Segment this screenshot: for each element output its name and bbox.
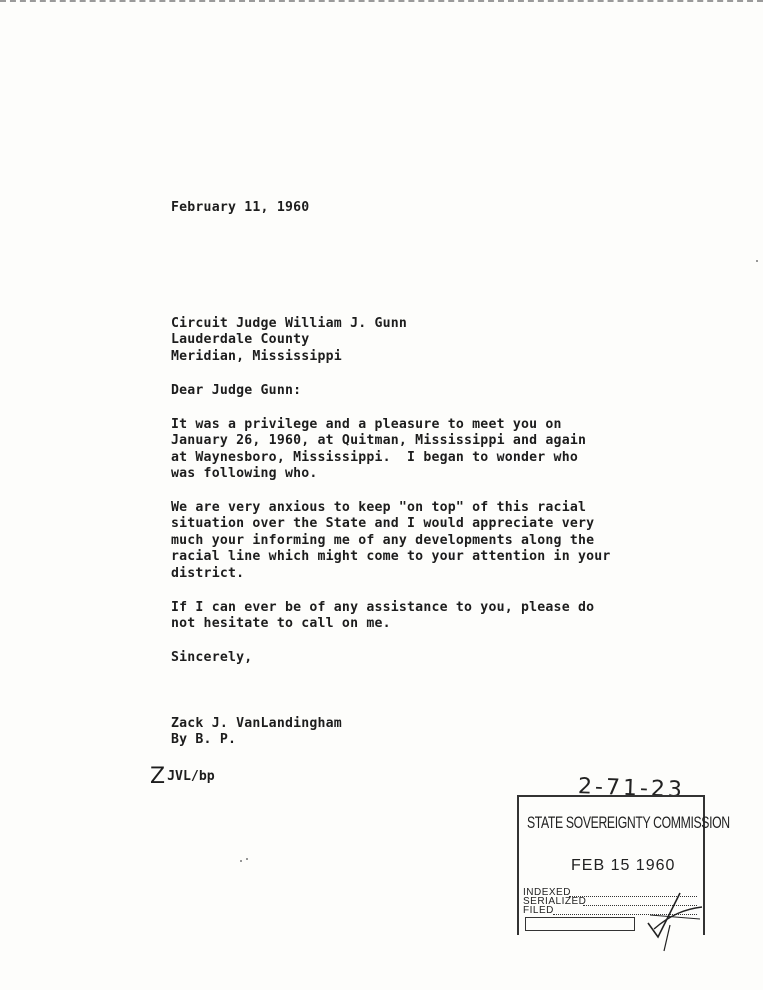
paragraph-line: January 26, 1960, at Quitman, Mississippi and again: [171, 433, 587, 449]
letter-date: February 11, 1960: [171, 200, 310, 215]
paragraph-line: It was a privilege and a pleasure to meet you on: [171, 417, 562, 432]
address-line: Lauderdale County: [171, 332, 310, 348]
paragraph-line: situation over the State and I would appreciate very: [171, 516, 595, 532]
paragraph-line: much your informing me of any developments along the: [171, 532, 595, 548]
stamp-title: STATE SOVEREIGNTY COMMISSION: [527, 813, 730, 832]
paragraph-3: [171, 600, 594, 633]
paragraph-line: racial line which might come to your attention in your: [171, 549, 611, 565]
stamp-date: FEB 15 1960: [571, 857, 676, 874]
stamp-box: [525, 917, 635, 931]
reference-code: JVL/bp: [167, 769, 215, 784]
paper-speck: [756, 260, 758, 262]
signature-name: Zack J. VanLandingham: [171, 716, 342, 731]
handwritten-file-number: 2-71-23: [577, 774, 686, 803]
stamp-label-filed: FILED: [523, 905, 554, 916]
paragraph-line: We are very anxious to keep "on top" of this racial: [171, 500, 587, 515]
paragraph-line: was following who.: [171, 466, 318, 482]
salutation: Dear Judge Gunn:: [171, 383, 302, 398]
paragraph-line: not hesitate to call on me.: [171, 616, 391, 632]
paragraph-2: [171, 500, 611, 582]
address-line: Meridian, Mississippi: [171, 348, 342, 364]
address-line: Circuit Judge William J. Gunn: [171, 316, 408, 331]
paper-speck: [240, 860, 242, 862]
paragraph-line: at Waynesboro, Mississippi. I began to wonder who: [171, 449, 578, 465]
handwritten-mark: Z: [150, 764, 166, 789]
stamp-label-serialized: SERIALIZED: [523, 896, 587, 907]
recipient-address: [171, 316, 407, 365]
signature-by: By B. P.: [171, 732, 237, 748]
closing: Sincerely,: [171, 650, 253, 665]
paragraph-line: district.: [171, 565, 245, 581]
signature-block: [171, 716, 342, 749]
paper-speck: [246, 858, 248, 860]
page-top-edge: [0, 0, 763, 6]
reference-initials: [150, 764, 215, 789]
stamp-label-indexed: INDEXED: [523, 887, 571, 898]
paragraph-line: If I can ever be of any assistance to you, please do: [171, 600, 595, 615]
checkmark-signature-icon: [640, 885, 710, 955]
paragraph-1: [171, 417, 586, 483]
